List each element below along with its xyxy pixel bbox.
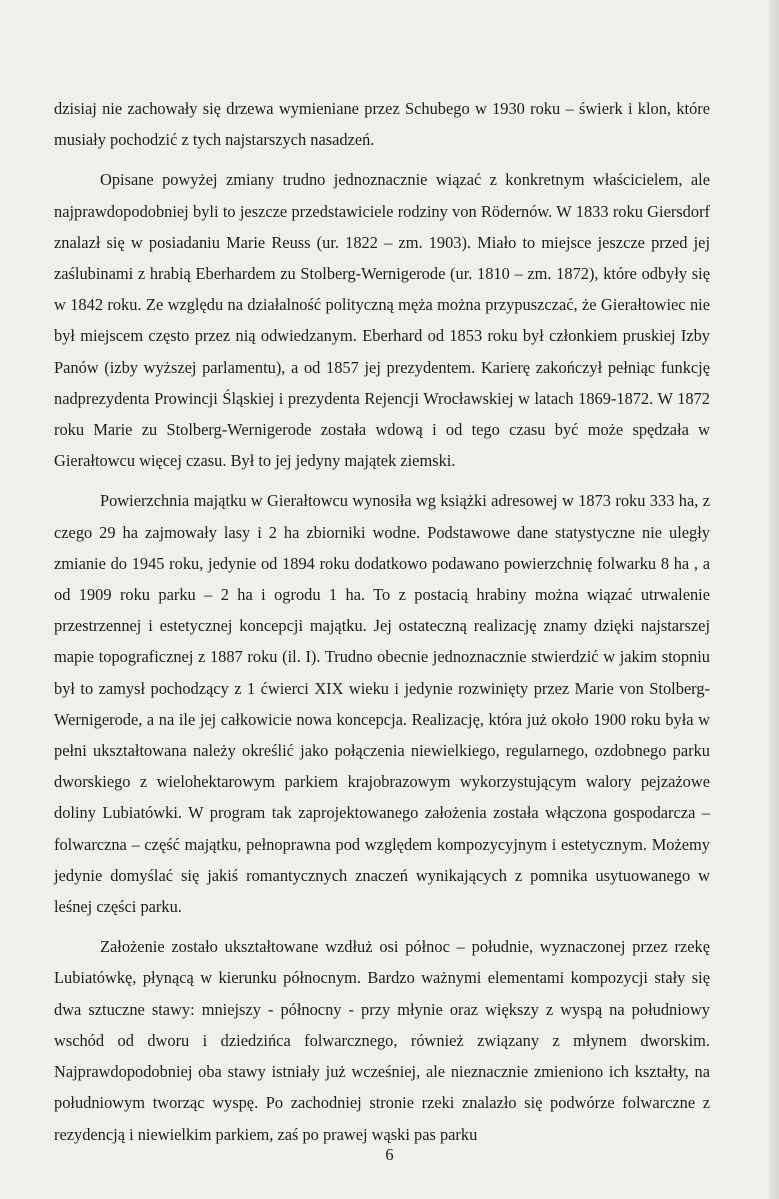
page-body — [54, 93, 710, 1159]
paragraph-3: Powierzchnia majątku w Gierałtowcu wynosiła wg książki adresowej w 1873 roku 333 ha, z czego 29 ha zajmowały lasy i 2 ha zbiorniki wodne. Podstawowe dane statystyczne nie uległy zmianie do 1945 roku, jedynie od 1894 roku dodatkowo podawano powierzchnię folwarku 8 ha , a od 1909 roku parku – 2 ha i ogrodu 1 ha. To z postacią hrabiny można wiązać utrwalenie przestrzennej i estetycznej koncepcji majątku. Jej ostateczną realizację znamy dzięki najstarszej mapie topograficznej z 1887 roku (il. I). Trudno obecnie jednoznacznie stwierdzić w jakim stopniu był to zamysł pochodzący z 1 ćwierci XIX wieku i jedynie rozwinięty przez Marie von Stolberg-Wernigerode, a na ile jej całkowicie nowa koncepcja. Realizację, która już około 1900 roku była w pełni ukształtowana należy określić jako połączenia niewielkiego, regularnego, ozdobnego parku dworskiego z wielohektarowym parkiem krajobrazowym wykorzystującym walory pejzażowe doliny Lubiatówki. W program tak zaprojektowanego założenia została włączona gospodarcza – folwarczna – część majątku, pełnoprawna pod względem kompozycyjnym i estetycznym. Możemy jedynie domyślać się jakiś romantycznych znaczeń wynikających z pomnika usytuowanego w leśnej części parku. — [54, 491, 710, 917]
paragraph-4: Założenie zostało ukształtowane wzdłuż osi północ – południe, wyznaczonej przez rzekę Lubiatówkę, płynącą w kierunku północnym. Bardzo ważnymi elementami kompozycji stały się dwa sztuczne stawy: mniejszy - północny - przy młynie oraz większy z wyspą na południowy wschód od dworu i dziedzińca folwarcznego, również związany z młynem dworskim. Najprawdopodobniej oba stawy istniały już wcześniej, ale nieznacznie zmieniono ich kształty, na południowym tworząc wyspę. Po zachodniej stronie rzeki znalazło się podwórze folwarczne z rezydencją i niewielkim parkiem, zaś po prawej wąski pas parku — [54, 937, 710, 1144]
page-edge — [769, 0, 779, 1199]
paragraph-2: Opisane powyżej zmiany trudno jednoznacznie wiązać z konkretnym właścicielem, ale najprawdopodobniej byli to jeszcze przedstawiciele rodziny von Rödernów. W 1833 roku Giersdorf znalazł się w posiadaniu Marie Reuss (ur. 1822 – zm. 1903). Miało to miejsce jeszcze przed jej zaślubinami z hrabią Eberhardem zu Stolberg-Wernigerode (ur. 1810 – zm. 1872), które odbyły się w 1842 roku. Ze względu na działalność polityczną męża można przypuszczać, że Gierałtowiec nie był miejscem często przez nią odwiedzanym. Eberhard od 1853 roku był członkiem pruskiej Izby Panów (izby wyższej parlamentu), a od 1857 jej prezydentem. Karierę zakończył pełniąc funkcję nadprezydenta Prowincji Śląskiej i prezydenta Rejencji Wrocławskiej w latach 1869-1872. W 1872 roku Marie zu Stolberg-Wernigerode została wdową i od tego czasu być może spędzała w Gierałtowcu więcej czasu. Był to jej jedyny majątek ziemski. — [54, 170, 710, 471]
page-number: 6 — [385, 1145, 394, 1164]
paragraph-1: dzisiaj nie zachowały się drzewa wymieniane przez Schubego w 1930 roku – świerk i klon, które musiały pochodzić z tych najstarszych nasadzeń. — [54, 99, 710, 150]
